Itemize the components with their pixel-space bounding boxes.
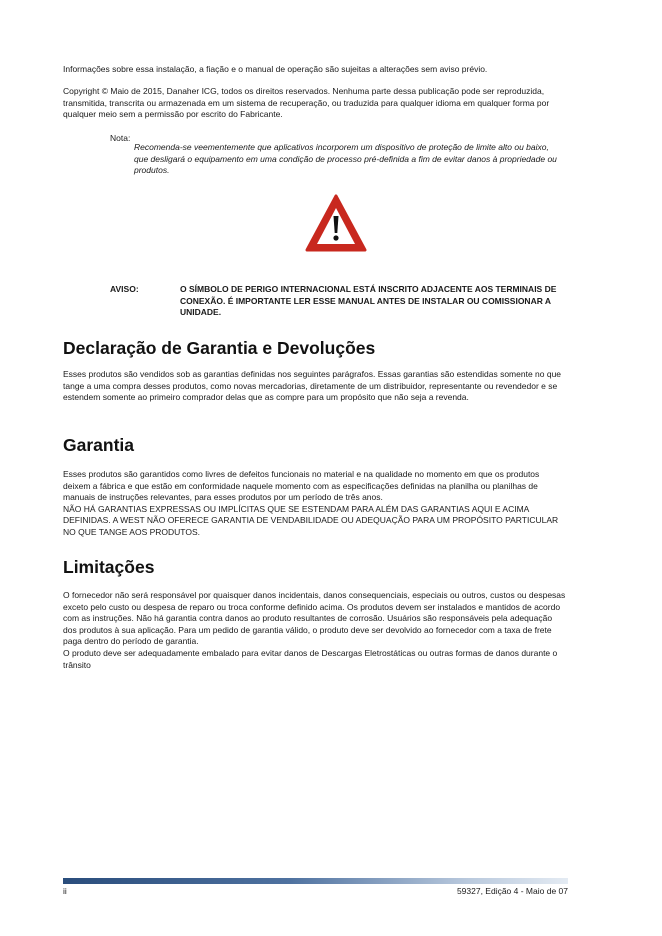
- limitacoes-body: [63, 590, 568, 671]
- heading-declaracao: Declaração de Garantia e Devoluções: [63, 338, 376, 358]
- intro-notice: Informações sobre essa instalação, a fiação e o manual de operação são sujeitas a alterações sem aviso prévio.: [63, 64, 488, 74]
- declaracao-body: Esses produtos são vendidos sob as garantias definidas nos seguintes parágrafos. Essas garantias são estendidas somente no que tange a uma compra desses produtos, como novas mercadorias, diretamente de um distribuidor, representante ou revendedor e se estendem somente ao primeiro comprador delas que as compre para um propósito que não seja a revenda.: [63, 369, 562, 403]
- copyright-paragraph: Copyright © Maio de 2015, Danaher ICG, todos os direitos reservados. Nenhuma parte dessa publicação pode ser reproduzida, transmitida, transcrita ou armazenada em um sistema de recuperação, ou traduzida para qualquer idioma em qualquer forma por qualquer meio sem a permissão por escrito do Fabricante.: [63, 86, 550, 120]
- limitacoes-paragraph-1: O fornecedor não será responsável por quaisquer danos incidentais, danos consequenciais, especiais ou outros, custos ou despesas exceto pelo custo ou despesa de reparo ou troca conforme definido acima. Os produtos devem ser instalados e mantidos de acordo com as instruções. Não há garantia contra danos ao produto resultantes de corrosão. Usuários são responsáveis pela adequação dos produtos à sua aplicação. Para um pedido de garantia válido, o produto deve ser devolvido ao fornecedor com a taxa de frete paga dentro do período de garantia.: [63, 590, 566, 647]
- note-label: Nota:: [110, 133, 131, 143]
- warning-triangle-icon: [304, 192, 368, 256]
- note-text: Recomenda-se veementemente que aplicativos incorporem um dispositivo de proteção de limite alto ou baixo, que desligará o equipamento em uma condição de processo pré-definida a fim de evitar danos à propriedade ou produtos.: [134, 142, 557, 176]
- footer-page-number: ii: [63, 886, 67, 896]
- heading-limitacoes: Limitações: [63, 557, 155, 577]
- garantia-body: [63, 469, 568, 539]
- heading-garantia: Garantia: [63, 435, 134, 455]
- aviso-text: O SÍMBOLO DE PERIGO INTERNACIONAL ESTÁ INSCRITO ADJACENTE AOS TERMINAIS DE CONEXÃO. É IMPORTANTE LER ESSE MANUAL ANTES DE INSTALAR OU COMISSIONAR A UNIDADE.: [180, 284, 557, 318]
- footer-document-info: 59327, Edição 4 - Maio de 07: [456, 886, 568, 896]
- garantia-paragraph-2: NÃO HÁ GARANTIAS EXPRESSAS OU IMPLÍCITAS QUE SE ESTENDAM PARA ALÉM DAS GARANTIAS AQUI E ACIMA DEFINIDAS. A WEST NÃO OFERECE GARANTIA DE VENDABILIDADE OU ADEQUAÇÃO PARA UM PROPÓSITO PARTICULAR NO QUE TANGE AOS PRODUTOS.: [63, 503, 559, 537]
- aviso-label: AVISO:: [110, 284, 139, 294]
- footer-divider-bar: [63, 878, 568, 884]
- limitacoes-paragraph-2: O produto deve ser adequadamente embalado para evitar danos de Descargas Eletrostáticas ou outras formas de danos durante o trânsito: [63, 647, 558, 670]
- garantia-paragraph-1: Esses produtos são garantidos como livres de defeitos funcionais no material e na qualidade no momento em que os produtos deixem a fábrica e que estão em conformidade naquele momento com as especificações definidas na planilha ou planilhas de manuais de instruções relevantes, para esses produtos por um período de três anos.: [63, 469, 540, 503]
